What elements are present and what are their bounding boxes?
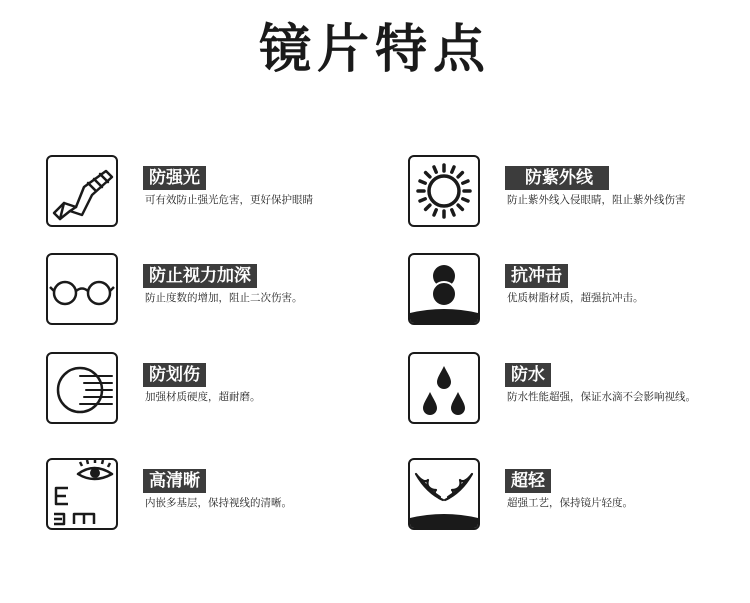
sun-icon	[408, 155, 480, 227]
lounge-chair-icon	[46, 155, 118, 227]
scratch-lens-icon	[46, 352, 118, 424]
impact-icon	[408, 253, 480, 325]
feature-anti-glare	[46, 155, 386, 233]
feature-label: 超轻	[505, 469, 551, 493]
eye-chart-icon	[46, 458, 118, 530]
feature-scratch-resistant	[46, 352, 386, 430]
feature-label: 防紫外线	[505, 166, 609, 190]
feature-desc: 超强工艺，保持镜片轻度。	[507, 497, 633, 509]
water-drops-icon	[408, 352, 480, 424]
feature-label: 防止视力加深	[143, 264, 257, 288]
page-title: 镜片特点	[258, 20, 491, 80]
feature-desc: 优质树脂材质，超强抗冲击。	[507, 292, 644, 304]
feature-label: 防划伤	[143, 363, 206, 387]
feature-waterproof	[408, 352, 748, 430]
feature-label: 防水	[505, 363, 551, 387]
feature-ultra-light	[408, 458, 748, 536]
feature-desc: 可有效防止强光危害，更好保护眼睛	[145, 194, 313, 206]
feature-label: 高清晰	[143, 469, 206, 493]
feature-label: 抗冲击	[505, 264, 568, 288]
feature-prevent-myopia	[46, 253, 386, 331]
feature-impact-resistant	[408, 253, 748, 331]
feature-desc: 防止紫外线入侵眼睛，阻止紫外线伤害	[507, 194, 686, 206]
feature-desc: 防水性能超强，保证水滴不会影响视线。	[507, 391, 696, 403]
feature-high-definition	[46, 458, 386, 536]
feature-anti-uv	[408, 155, 748, 233]
feature-desc: 内嵌多基层，保持视线的清晰。	[145, 497, 292, 509]
glasses-icon	[46, 253, 118, 325]
feature-label: 防强光	[143, 166, 206, 190]
feature-desc: 防止度数的增加，阻止二次伤害。	[145, 292, 303, 304]
wings-icon	[408, 458, 480, 530]
feature-desc: 加强材质硬度，超耐磨。	[145, 391, 261, 403]
